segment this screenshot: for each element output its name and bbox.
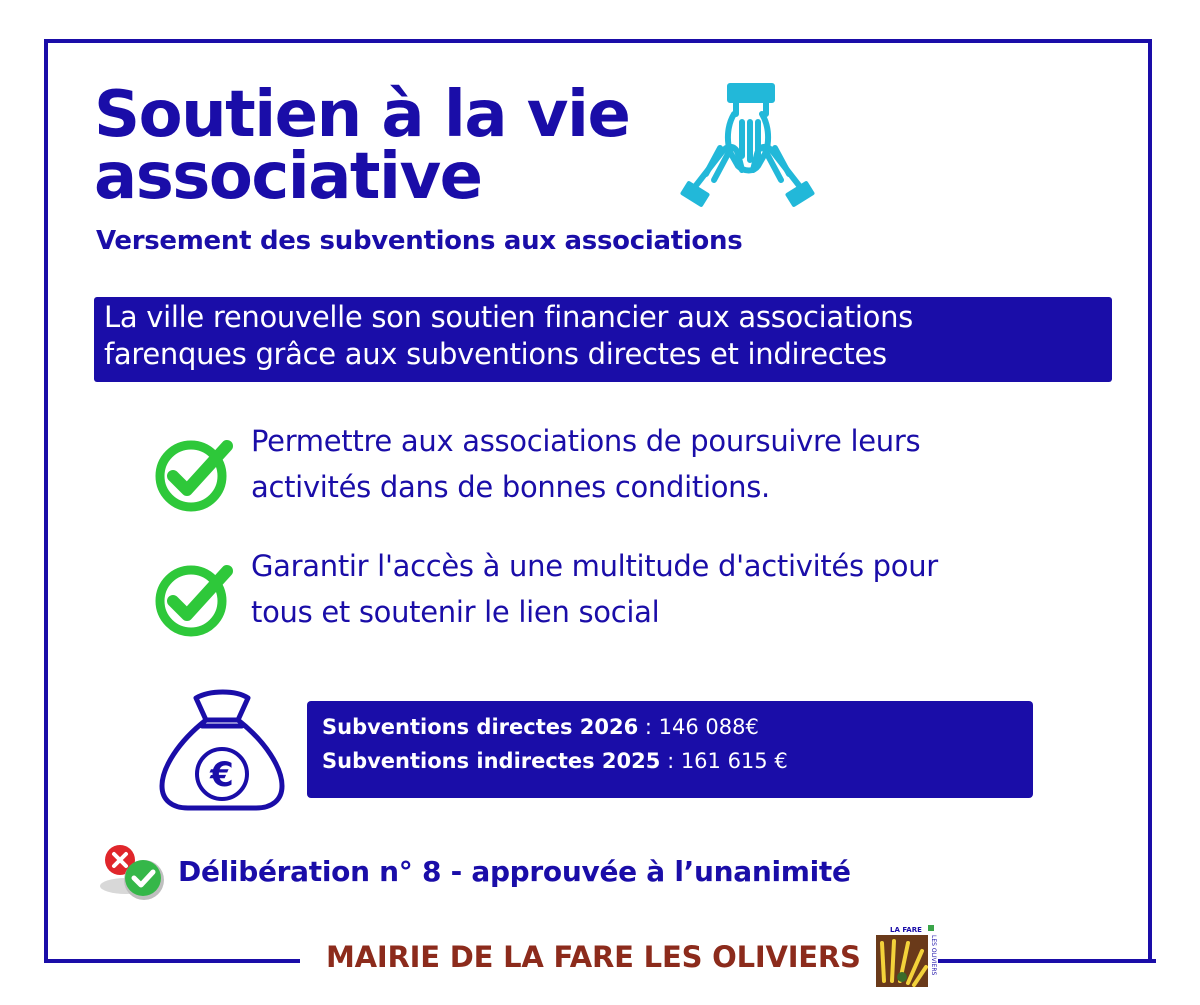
page-subtitle: Versement des subventions aux associations: [96, 226, 743, 256]
indirect-subvention-label: Subventions indirectes 2025: [322, 749, 661, 773]
direct-subvention-label: Subventions directes 2026: [322, 715, 639, 739]
banner-text: [104, 299, 913, 373]
objective-item: [155, 549, 1055, 655]
banner-line-1: La ville renouvelle son soutien financier aux associations: [104, 300, 913, 334]
frame-bottom-right: [938, 959, 1156, 963]
hands-joined-icon: [680, 82, 815, 214]
svg-text:€: €: [210, 755, 234, 795]
euro-money-bag-icon: [158, 686, 286, 814]
title-line-1: Soutien à la vie: [94, 78, 630, 152]
objective-text: [251, 543, 938, 635]
subventions-box: [307, 701, 1033, 798]
objective-line-2: tous et soutenir le lien social: [251, 595, 660, 629]
deliberation-text: Délibération n° 8 - approuvée à l’unanimité: [178, 855, 851, 888]
check-circle-icon: [155, 557, 237, 639]
logo-text-side: LES OLIVIERS: [930, 935, 937, 976]
indirect-subvention: [322, 749, 788, 773]
vote-reject-approve-icon: [96, 842, 168, 906]
page-title: [94, 78, 630, 214]
banner-line-2: farenques grâce aux subventions directes et indirectes: [104, 337, 887, 371]
check-circle-icon: [155, 432, 237, 514]
logo-text-top: LA FARE: [890, 926, 922, 934]
objective-line-1: Permettre aux associations de poursuivre leurs: [251, 424, 921, 458]
objective-line-2: activités dans de bonnes conditions.: [251, 470, 770, 504]
objective-text: [251, 418, 920, 510]
intro-banner: [94, 297, 1112, 382]
objective-item: [155, 424, 1055, 530]
title-line-2: associative: [94, 140, 482, 214]
indirect-subvention-value: : 161 615 €: [660, 749, 788, 773]
objective-line-1: Garantir l'accès à une multitude d'activités pour: [251, 549, 938, 583]
mairie-footer-text: MAIRIE DE LA FARE LES OLIVIERS: [326, 940, 861, 974]
la-fare-logo: [874, 925, 940, 989]
direct-subvention: [322, 715, 759, 739]
frame-bottom-left: [44, 959, 300, 963]
direct-subvention-value: : 146 088€: [638, 715, 759, 739]
